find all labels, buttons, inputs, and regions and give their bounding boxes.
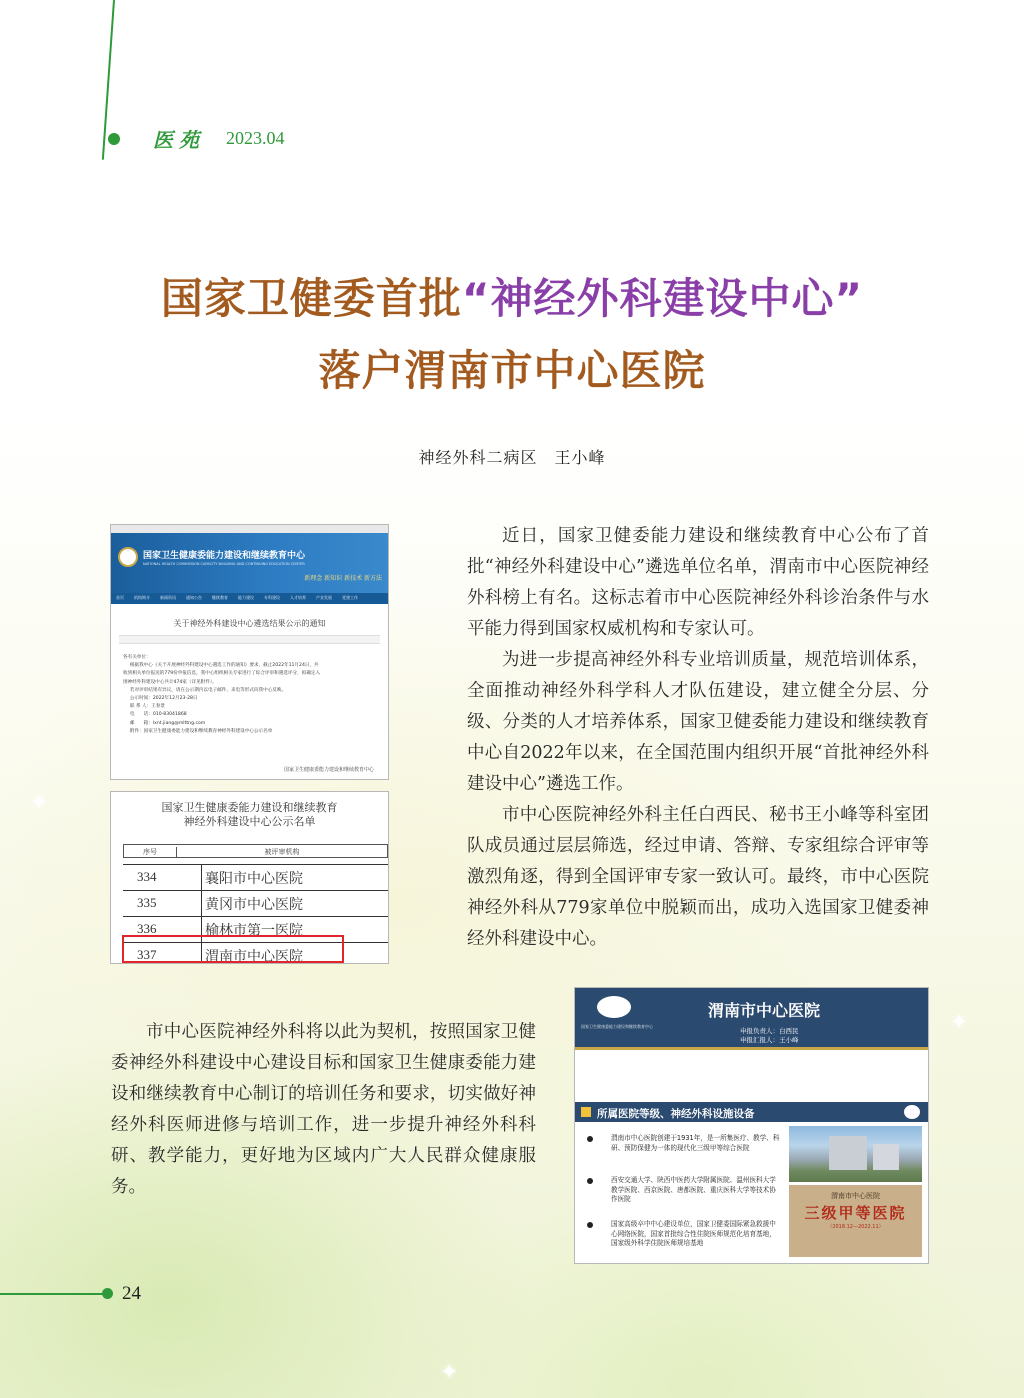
bullet-icon: [587, 1136, 593, 1142]
issue-number: 2023.04: [226, 128, 285, 148]
hospital-photo: [789, 1126, 922, 1182]
grade-plaque: [789, 1185, 922, 1257]
nav-item: 通知公告: [186, 595, 202, 600]
building-shape: [873, 1144, 899, 1170]
notice-line: 邮 箱：lxnt.jiang@mlttng.com: [129, 720, 206, 726]
nav-item: 机构简介: [134, 595, 150, 600]
row-sep: [201, 891, 202, 916]
slide-bullet: [581, 1220, 781, 1249]
notice-heading: 关于神经外科建设中心遴选结果公示的通知: [173, 619, 326, 628]
section-title: 所属医院等级、神经外科设施设备: [597, 1108, 755, 1120]
notice-body: [111, 644, 388, 736]
row-no: 337: [137, 947, 157, 962]
nav-item: 产业发展: [316, 595, 332, 600]
footer-dot: [102, 1288, 113, 1299]
notice-org-en: NATIONAL HEALTH COMMISSION CAPACITY BUILDING AND CONTINUING EDUCATION CENTER: [143, 562, 305, 566]
paragraph-3: 市中心医院神经外科主任白西民、秘书王小峰等科室团队成员通过层层筛选，经过申请、答辩、专家组综合评审等激烈角逐，得到全国评审专家一致认可。最终，市中心医院神经外科从779家单位中脱颖而出，成功入选国家卫健委神经外科建设中心。: [467, 805, 929, 949]
bullet-text: 国家高级卒中中心建设单位，国家卫健委国际紧急救援中心网络医院，国家首批综合性住院医师规范化培育基地，国家级外科学住院医师规培基地: [611, 1220, 776, 1247]
nav-item: 首页: [116, 595, 124, 600]
slide-bullet: [581, 1134, 781, 1153]
row-sep: [201, 865, 202, 890]
col-name: 被评审机构: [176, 847, 387, 857]
building-shape: [829, 1136, 867, 1170]
bullet-icon: [587, 1178, 593, 1184]
notice-line: 公示时间：2022年12月23-28日: [129, 696, 198, 702]
notice-nav: [111, 593, 388, 604]
title-part-b: “神经外科建设中心”: [461, 274, 864, 323]
list-header: [123, 844, 388, 858]
notice-screenshot: [110, 524, 389, 780]
plaque-years: （2018.12—2022.11）: [827, 1224, 884, 1230]
hospital-logo-icon: [904, 1105, 920, 1119]
body-column-right: [467, 521, 929, 955]
presentation-slide: [574, 987, 929, 1264]
row-name: 黄冈市中心医院: [205, 897, 303, 913]
notice-breadcrumb: [111, 604, 388, 610]
sparkle-icon: ✦: [30, 790, 49, 815]
sparkle-icon: ✦: [440, 1360, 459, 1385]
row-no: 336: [137, 921, 157, 936]
journal-name: 医苑: [153, 128, 205, 152]
section-marker: [581, 1107, 591, 1117]
list-row: [123, 890, 389, 916]
emblem-icon: [597, 996, 631, 1018]
row-name: 榆林市第一医院: [205, 923, 303, 939]
notice-subbar: [119, 635, 380, 644]
bullet-icon: [587, 1222, 593, 1228]
list-row: [123, 864, 389, 890]
nav-item: 新闻资讯: [160, 595, 176, 600]
notice-line: 电 话：010-83041868: [129, 712, 187, 718]
plaque-hospital: 渭南市中心医院: [831, 1192, 880, 1200]
row-no: 334: [137, 869, 157, 884]
slide-leader: 申报负责人：白西民: [740, 1027, 799, 1035]
emblem-icon: [118, 547, 138, 567]
article-title-line1: [0, 266, 1024, 326]
notice-slogan: 新理念 新知识 新技术 新方法: [304, 575, 382, 582]
bullet-text: 西安交通大学、陕西中医药大学附属医院、温州医科大学教学医院、西京医院、唐都医院、重庆医科大学等技术协作医院: [611, 1176, 776, 1203]
slide-hospital: 渭南市中心医院: [708, 1001, 821, 1020]
page-number: 24: [122, 1283, 141, 1304]
nav-item: 党建工作: [342, 595, 358, 600]
body-column-left: [111, 1017, 536, 1203]
list-title-2: 神经外科建设中心公示名单: [183, 815, 316, 828]
plaque-rank: 三级甲等医院: [804, 1204, 907, 1222]
header-dot: [108, 133, 120, 145]
notice-topbar: [111, 525, 388, 533]
col-no: 序号: [143, 848, 157, 856]
notice-line: 联 系 人：王春景: [129, 704, 165, 710]
nav-item: 人才培养: [290, 595, 306, 600]
slide-divider: [575, 1047, 928, 1050]
notice-line: 各有关单位：: [123, 655, 151, 660]
notice-line: 附件：国家卫生健康委能力建设和继续教育神经外科建设中心公示名单: [129, 728, 273, 734]
highlight-box: [122, 935, 344, 963]
notice-line: 根据我中心《关于开展神经外科建设中心遴选工作的通知》要求，截止2022年11月24日，共: [129, 663, 319, 669]
sparkle-icon: ✦: [950, 1010, 969, 1035]
footer-rule: [0, 1293, 106, 1295]
row-no: 335: [137, 895, 157, 910]
row-name: 渭南市中心医院: [205, 949, 303, 964]
slide-bullet: [581, 1176, 781, 1205]
paragraph-2: 为进一步提高神经外科专业培训质量，规范培训体系，全面推动神经外科学科人才队伍建设，建立健全分层、分级、分类的人才培养体系，国家卫健委能力建设和继续教育中心自2022年以来，在全国范围内组织开展“首批神经外科建设中心”遴选工作。: [467, 650, 929, 794]
row-name: 襄阳市中心医院: [205, 871, 303, 887]
notice-banner: [111, 533, 388, 593]
article-title-line2: 落户渭南市中心医院: [318, 346, 706, 395]
nav-item: 专科建设: [264, 595, 280, 600]
title-part-a: 国家卫健委首批: [160, 274, 462, 323]
notice-org: 国家卫生健康委能力建设和继续教育中心: [143, 551, 306, 561]
notice-line: 收到相关单位报送的779份申报信息，我中心组织相关专家进行了综合评审和遴选评分，拟确定入: [123, 671, 321, 677]
paragraph-4: 市中心医院神经外科将以此为契机，按照国家卫健委神经外科建设中心建设目标和国家卫生健康委能力建设和继续教育中心制订的培训任务和要求，切实做好神经外科医师进修与培训工作，进一步提升神经外科科研、教学能力，更好地为区域内广大人民群众健康服务。: [111, 1022, 536, 1197]
notice-footer: 国家卫生健康委能力建设和继续教育中心: [283, 767, 374, 773]
slide-section-bar: [575, 1102, 928, 1122]
list-title-1: 国家卫生健康委能力建设和继续教育: [161, 801, 338, 814]
slide-presenter: 申报汇报人：王小峰: [740, 1036, 799, 1044]
slide-org: 国家卫生健康委能力建设和继续教育中心: [581, 1024, 653, 1029]
notice-line: 若对评审结果有异议，请在公示期内以电子邮件、来电等形式向我中心反映。: [129, 687, 287, 693]
byline: 神经外科二病区 王小峰: [418, 448, 606, 467]
nav-item: 能力建设: [238, 595, 254, 600]
notice-line: 围神经外科建设中心共计474家（详见附件）。: [123, 679, 217, 685]
bullet-text: 渭南市中心医院创建于1931年，是一所集医疗、教学、科研、预防保健为一体的现代化三级甲等综合医院: [611, 1134, 780, 1152]
nav-item: 继续教育: [212, 595, 228, 600]
slide-header: [575, 988, 928, 1047]
paragraph-1: 近日，国家卫健委能力建设和继续教育中心公布了首批“神经外科建设中心”遴选单位名单，渭南市中心医院神经外科榜上有名。这标志着市中心医院神经外科诊治条件与水平能力得到国家权威机构和专家认可。: [467, 526, 929, 639]
